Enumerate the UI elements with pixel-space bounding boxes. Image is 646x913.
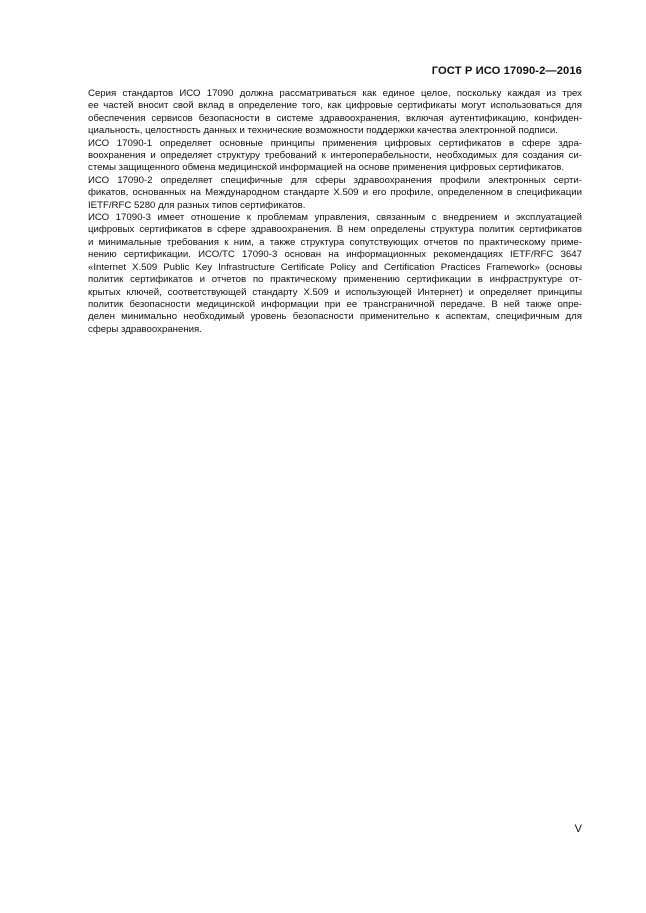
text-line: циальность, целостность данных и технические возможности поддержки качества электронной подписи. [88, 125, 558, 137]
text-line: политик безопасности медицинской информации при ее трансграничной передаче. В ней также опре- [88, 298, 582, 310]
text-line: политик сертификатов и отчетов по практическому применению сертификации в инфраструктуре от- [88, 274, 582, 286]
text-line: ИСО 17090-1 определяет основные принципы применения цифровых сертификатов в сфере здра- [88, 137, 582, 149]
text-line: ИСО 17090-3 имеет отношение к проблемам управления, связанным с внедрением и эксплуатацией [88, 212, 582, 224]
text-line: IETF/RFC 5280 для разных типов сертификатов. [88, 199, 306, 211]
text-line: цифровых сертификатов в сфере здравоохранения. В нем определены структура политик сертификатов [88, 224, 582, 236]
text-line: воохранения и определяет структуру требований к интероперабельности, необходимых для создания си- [88, 150, 582, 162]
text-line: обеспечения сервисов безопасности в системе здравоохранения, включая аутентификацию, конфиден- [88, 112, 582, 124]
text-line: фикатов, основанных на Международном стандарте X.509 и его профиле, определенном в спецификации [88, 187, 582, 199]
body-text [64, 88, 582, 336]
paragraph-part-3 [64, 212, 582, 336]
text-line: делен минимально необходимый уровень безопасности применительно к аспектам, специфичным для [88, 311, 582, 323]
text-line: нению сертификации. ИСО/ТС 17090-3 основан на информационных рекомендациях IETF/RFC 3647 [88, 249, 582, 261]
paragraph-part-2 [64, 175, 582, 212]
paragraph-series-overview [64, 88, 582, 138]
text-line: «Internet X.509 Public Key Infrastructure Certificate Policy and Certification Practices Framework» (основы [88, 261, 582, 273]
text-line: ее частей вносит свой вклад в определение того, как цифровые сертификаты могут использоваться для [88, 100, 582, 112]
paragraph-part-1 [64, 138, 582, 175]
document-standard-id: ГОСТ Р ИСО 17090-2—2016 [431, 65, 582, 77]
page-number: V [574, 823, 582, 835]
text-line: стемы защищенного обмена медицинской информацией на основе применения цифровых сертификатов. [88, 162, 565, 174]
text-line: и минимальные требования к ним, а также структура сопутствующих отчетов по практическому приме- [88, 236, 582, 248]
text-line: крытых ключей, соответствующей стандарту X.509 и использующей Интернет) и определяет принципы [88, 286, 582, 298]
text-line: сферы здравоохранения. [88, 323, 202, 335]
text-line: Серия стандартов ИСО 17090 должна рассматриваться как единое целое, поскольку каждая из трех [88, 88, 582, 99]
text-line: ИСО 17090-2 определяет специфичные для сферы здравоохранения профили электронных серти- [88, 174, 582, 186]
